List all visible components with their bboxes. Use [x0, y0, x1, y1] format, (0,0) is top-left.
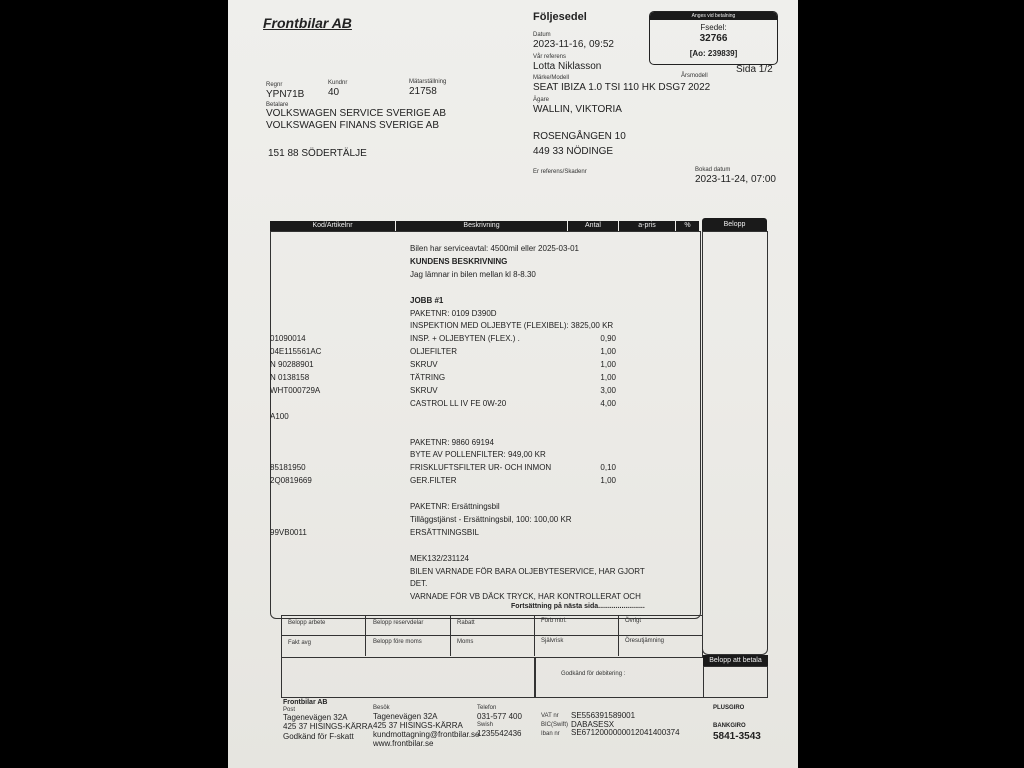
col-pct-header: %	[676, 221, 699, 231]
row-description: ERSÄTTNINGSBIL	[410, 528, 479, 537]
total-labour-label: Belopp arbete	[288, 620, 326, 626]
order-number: [Ao: 239839]	[689, 49, 738, 58]
row-quantity: 1,00	[600, 347, 616, 356]
row-code: N 90288901	[270, 360, 314, 369]
payer-label: Betalare	[266, 102, 289, 108]
row-description: CASTROL LL IV FE 0W-20	[410, 399, 507, 408]
row-code: 2Q0819669	[270, 476, 312, 485]
row-quantity: 1,00	[600, 373, 616, 382]
vat-label: Moms	[457, 639, 474, 645]
deductible-label: Självrisk	[541, 638, 564, 644]
row-quantity: 1,00	[600, 360, 616, 369]
invoice-box-header: Anges vid betalning	[650, 12, 777, 20]
footer-visit-label: Besök	[373, 705, 390, 711]
date-label: Datum	[533, 32, 551, 38]
owner-name: WALLIN, VIKTORIA	[533, 104, 622, 115]
footer-post-1: Tagenevägen 32A	[283, 713, 348, 722]
booked-label: Bokad datum	[695, 167, 731, 173]
continued-note: Fortsättning på nästa sida........................	[511, 603, 645, 610]
reference-value: Lotta Niklasson	[533, 61, 602, 72]
row-code: 85181950	[270, 463, 306, 472]
footer-visit-2: 425 37 HISINGS-KÄRRA	[373, 721, 463, 730]
col-desc-header: Beskrivning	[396, 221, 567, 231]
footer-phone: 031-577 400	[477, 712, 522, 721]
row-description: GER.FILTER	[410, 476, 457, 485]
row-description: Bilen har serviceavtal: 4500mil eller 2025-03-01	[410, 244, 579, 253]
footer-post-2: 425 37 HISINGS-KÄRRA	[283, 722, 373, 731]
row-description: BILEN VARNADE FÖR BARA OLJEBYTESERVICE, HAR GJORT	[410, 567, 645, 576]
footer-bic: DABASESX	[571, 720, 615, 729]
footer-vat: SE556391589001	[571, 711, 636, 720]
row-description: TÄTRING	[410, 373, 446, 382]
footer-post-label: Post	[283, 707, 296, 713]
row-description: VARNADE FÖR VB DÄCK TRYCK, HAR KONTROLLERAT OCH	[410, 592, 641, 601]
row-description: MEK132/231124	[410, 554, 470, 563]
model-label: Märke/Modell	[533, 75, 570, 81]
items-body-box	[270, 231, 701, 619]
doc-title: Följesedel	[533, 11, 587, 23]
row-code: 01090014	[270, 334, 306, 343]
date-value: 2023-11-16, 09:52	[533, 39, 614, 50]
footer-post-3: Godkänd för F-skatt	[283, 732, 354, 741]
footer-bic-label: BIC(Swift)	[541, 722, 568, 728]
footer-phone-label: Telefon	[477, 705, 497, 711]
rounding-label: Öresutjämning	[625, 638, 665, 644]
meter-value: 21758	[409, 86, 437, 97]
approval-signature-box	[534, 657, 704, 698]
row-quantity: 0,10	[600, 463, 616, 472]
payer-line-3: 151 88 SÖDERTÄLJE	[268, 148, 367, 159]
row-description: Jag lämnar in bilen mellan kl 8-8.30	[410, 270, 536, 279]
col-price-header: a-pris	[619, 221, 675, 231]
approval-label: Godkänd för debitering :	[561, 671, 626, 677]
footer-bankgiro-label: BANKGIRO	[713, 723, 746, 729]
row-description: KUNDENS BESKRIVNING	[410, 257, 508, 266]
footer-iban-label: Iban nr	[541, 731, 560, 737]
row-description: INSPEKTION MED OLJEBYTE (FLEXIBEL): 3825,00 KR	[410, 321, 614, 330]
invoice-label: Fsedel:	[700, 23, 727, 32]
row-description: BYTE AV POLLENFILTER: 949,00 KR	[410, 450, 546, 459]
footer-iban: SE6712000000012041400374	[571, 728, 680, 737]
row-code: WHT000729A	[270, 386, 321, 395]
other-label: Övrigt	[625, 618, 642, 624]
company-name: Frontbilar AB	[263, 15, 352, 31]
invoice-number: 32766	[699, 33, 728, 44]
footer-swish-label: Swish	[477, 722, 494, 728]
col-qty-header: Antal	[568, 221, 618, 231]
customer-label: Kundnr	[328, 80, 348, 86]
footer-plusgiro-label: PLUSGIRO	[713, 705, 745, 711]
row-description: FRISKLUFTSFILTER UR- OCH INMON	[410, 463, 552, 472]
row-quantity: 3,00	[600, 386, 616, 395]
row-description: SKRUV	[410, 386, 438, 395]
row-quantity: 1,00	[600, 476, 616, 485]
booked-value: 2023-11-24, 07:00	[695, 174, 776, 185]
payer-line-1: VOLKSWAGEN SERVICE SVERIGE AB	[266, 108, 447, 119]
footer-website-link[interactable]: www.frontbilar.se	[373, 739, 434, 748]
owner-address-2: 449 33 NÖDINGE	[533, 146, 614, 157]
meter-label: Mätarställning	[409, 79, 447, 85]
year-label: Årsmodell	[681, 73, 708, 79]
discount-label: Rabatt	[457, 620, 475, 626]
row-description: OLJEFILTER	[410, 347, 457, 356]
pre-vat-label: Belopp före moms	[373, 639, 422, 645]
reg-value: YPN71B	[266, 89, 305, 100]
model-value: SEAT IBIZA 1.0 TSI 110 HK DSG7	[533, 82, 686, 93]
row-description: PAKETNR: Ersättningsbil	[410, 502, 500, 511]
amount-to-pay-header: Belopp att betala	[703, 655, 768, 666]
amount-to-pay-box	[703, 666, 768, 698]
row-description: DET.	[410, 579, 428, 588]
year-value: 2022	[688, 82, 711, 93]
col-code-header: Kod/Artikelnr	[270, 221, 395, 231]
row-description: Tilläggstjänst - Ersättningsbil, 100: 100,00 KR	[410, 515, 572, 524]
footer-swish: 1235542436	[477, 729, 522, 738]
delivery-note-paper	[228, 0, 798, 768]
row-quantity: 0,90	[600, 334, 616, 343]
page-indicator: Sida 1/2	[736, 64, 773, 75]
total-parts-label: Belopp reservdelar	[373, 620, 424, 626]
footer-bankgiro: 5841-3543	[713, 731, 761, 742]
row-code: 04E115561AC	[270, 347, 322, 356]
row-description: JOBB #1	[410, 296, 444, 305]
col-amount-header: Belopp	[702, 218, 767, 231]
invoice-number-box	[649, 11, 778, 65]
row-description: PAKETNR: 0109 D390D	[410, 309, 497, 318]
owner-label: Ägare	[533, 97, 550, 103]
amount-column-box	[702, 231, 768, 655]
footer-email-link[interactable]: kundmottagning@frontbilar.se	[373, 730, 480, 739]
row-quantity: 4,00	[600, 399, 616, 408]
footer-company: Frontbilar AB	[283, 699, 328, 706]
claim-label: Er referens/Skadenr	[533, 169, 587, 175]
row-code: N 0138158	[270, 373, 310, 382]
footer-visit-1: Tagenevägen 32A	[373, 712, 438, 721]
row-description: SKRUV	[410, 360, 438, 369]
row-description: PAKETNR: 9860 69194	[410, 438, 494, 447]
row-description: INSP. + OLJEBYTEN (FLEX.) .	[410, 334, 520, 343]
approval-box	[281, 657, 536, 698]
row-code: 99VB0011	[270, 528, 307, 537]
payer-line-2: VOLKSWAGEN FINANS SVERIGE AB	[266, 120, 440, 131]
footer-vat-label: VAT nr	[541, 713, 559, 719]
customer-value: 40	[328, 87, 340, 98]
row-code: A100	[270, 412, 289, 421]
reference-label: Vår referens	[533, 54, 567, 60]
invoice-fee-label: Fakt avg	[288, 640, 312, 646]
consumables-label: Förb mtrl.	[541, 618, 567, 624]
owner-address-1: ROSENGÅNGEN 10	[533, 131, 626, 142]
reg-label: Regnr	[266, 82, 283, 88]
